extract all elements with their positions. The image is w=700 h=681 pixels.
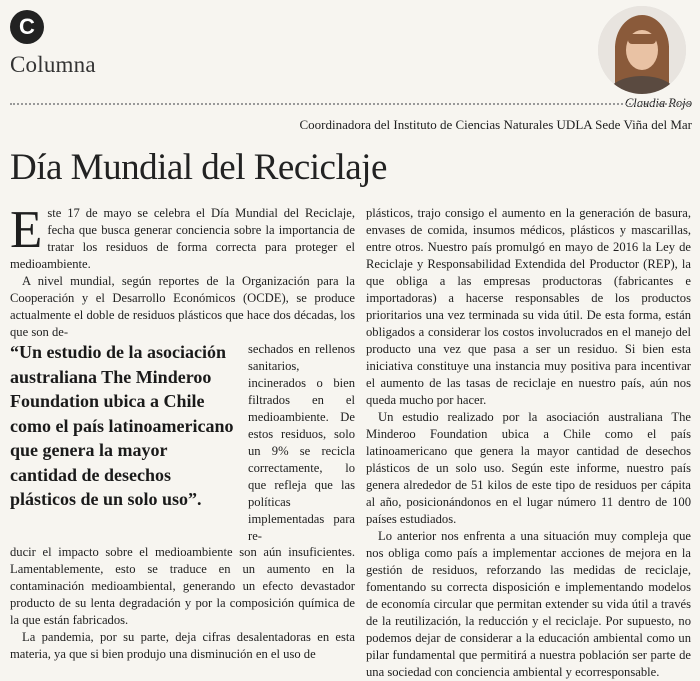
author-portrait-image (598, 6, 686, 94)
author-name: Claudia Rojo (624, 96, 692, 110)
section-label: Columna (10, 52, 96, 77)
header-divider (10, 103, 690, 105)
author-photo (598, 6, 686, 94)
paragraph-rep-law: plásticos, trajo consigo el aumento en la generación de basura, envases de comida, insumos médicos, plásticos y mascarillas, entre otros. Nuestro país promulgó en mayo de 2016 la Ley de Reciclaje y Responsabilidad Extendida del Productor (REP), la que obliga a las empresas productoras (fabricantes e importadoras) a hacerse responsables de los productos prioritarios una vez terminada su vida útil. De esta forma, están obligados a considerar los costos involucrados en el manejo del producto una vez que pasa a ser un residuo. Si bien esta iniciativa constituye una instancia muy positiva para incentivar el aumento de las tasas de reciclaje en nuestro país, aún nos queda mucho por hacer. (366, 206, 691, 407)
drop-cap: E (10, 201, 43, 259)
pull-quote: “Un estudio de la asociación australiana The Minderoo Foundation ubica a Chile como el país latinoamericano que genera la mayor cantidad de desechos plásticos de un solo uso”. (10, 342, 234, 509)
column-right (366, 205, 691, 681)
paragraph-conclusion: Lo anterior nos enfrenta a una situación muy compleja que nos obliga como país a implementar acciones de mejora en la gestión de residuos, reforzando las medidas de reciclaje, fomentando su correcta disposición e implementando modelos de economía circular que permitan extender su vida útil a través de la reutilización, la reducción y el reciclaje. Por supuesto, no podemos dejar de considerar a la educación ambiental como un pilar fundamental que permitirá a nuestra población ser parte de una sociedad con conciencia ambiental y ecorresponsable. (366, 529, 691, 679)
paragraph-impact: ducir el impacto sobre el medioambiente son aún insuficientes. Lamentablemente, esto se traduce en un aumento en la contaminación medioambiental, generando un efecto devastador producto de su lenta degradación y por la composición química de la que están fabricados. (10, 545, 355, 627)
paragraph-intro (10, 201, 355, 273)
column-left-lower (10, 544, 355, 663)
paragraph-oecd: A nivel mundial, según reportes de la Organización para la Cooperación y el Desarrollo Económicos (OCDE), se produce actualmente el doble de residuos plásticos que hace dos décadas, los que son de- (10, 274, 355, 339)
author-role: Coordinadora del Instituto de Ciencias Naturales UDLA Sede Viña del Mar (299, 117, 692, 132)
article-title: Día Mundial del Reciclaje (10, 147, 387, 188)
column-badge: C (10, 10, 44, 44)
column-left (10, 201, 355, 341)
paragraph-intro-text: ste 17 de mayo se celebra el Día Mundial del Reciclaje, fecha que busca generar conciencia sobre la importancia de tratar los residuos de forma correcta para proteger el medioambiente. (10, 206, 355, 271)
paragraph-pandemic: La pandemia, por su parte, deja cifras desalentadoras en esta materia, ya que si bien produjo una disminución en el uso de (10, 630, 355, 661)
paragraph-minderoo: Un estudio realizado por la asociación australiana The Minderoo Foundation ubica a Chile como el país latinoamericano que genera la mayor cantidad de desechos plásticos de un solo uso. Según este informe, nuestro país genera alrededor de 51 kilos de este tipo de residuos per cápita al año, posicionándonos en el lugar número 11 dentro de 100 países estudiados. (366, 410, 691, 526)
narrow-column-text: sechados en rellenos sanitarios, incinerados o bien filtrados en el medioambiente. De estos residuos, solo un 9% se recicla correctamente, lo que refleja que las políticas implementadas para re- (248, 342, 355, 543)
